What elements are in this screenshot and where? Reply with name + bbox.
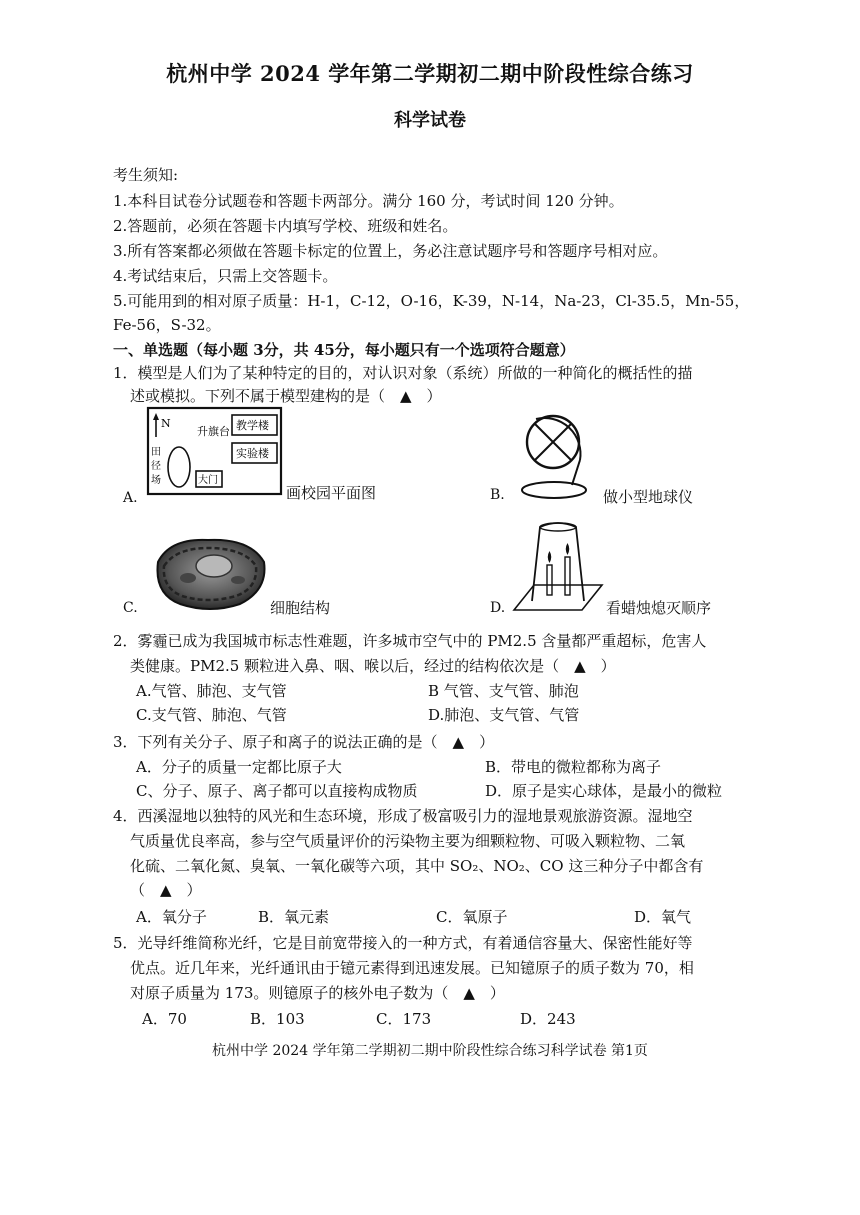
globe-figure xyxy=(510,405,600,505)
svg-text:田: 田 xyxy=(151,447,161,458)
question-3-text: 3．下列有关分子、原子和离子的说法正确的是（ ▲ ） xyxy=(113,733,495,751)
field-label xyxy=(151,446,161,486)
section-heading: 一、单选题（每小题 3分，共 45分，每小题只有一个选项符合题意） xyxy=(113,341,575,359)
stage-label: 升旗台 xyxy=(197,425,230,438)
question-5-option-c: C．173 xyxy=(376,1010,432,1028)
notice-item: 5.可能用到的相对原子质量：H-1，C-12，O-16，K-39，N-14，Na-23，Cl-35.5，Mn-55， xyxy=(113,292,750,310)
question-5-text: 5．光导纤维简称光纤，它是目前宽带接入的一种方式，有着通信容量大、保密性能好等 xyxy=(113,934,693,952)
question-5-option-d: D．243 xyxy=(520,1010,576,1028)
question-4-option-b: B．氧元素 xyxy=(258,908,330,926)
page-title: 杭州中学 2024 学年第二学期初二期中阶段性综合练习 xyxy=(166,61,694,86)
question-2-text: 2．雾霾已成为我国城市标志性难题，许多城市空气中的 PM2.5 含量都严重超标，危害人 xyxy=(113,632,707,650)
option-c-label: C. xyxy=(123,600,138,616)
gate-label: 大门 xyxy=(198,475,218,486)
question-4-option-c: C．氧原子 xyxy=(436,908,508,926)
question-3-option-c: C、分子、原子、离子都可以直接构成物质 xyxy=(136,782,418,800)
question-3-option-b: B．带电的微粒都称为离子 xyxy=(485,758,662,776)
svg-text:场: 场 xyxy=(151,475,161,486)
question-2-option-a: A.气管、肺泡、支气管 xyxy=(136,682,287,700)
campus-map-figure xyxy=(145,405,285,497)
question-4-text: 气质量优良率高，参与空气质量评价的污染物主要为细颗粒物、可吸入颗粒物、二氧 xyxy=(130,832,686,850)
option-b-label: B. xyxy=(490,487,505,503)
candle-experiment-figure xyxy=(510,515,605,615)
track-shape xyxy=(168,447,190,487)
question-3-option-d: D．原子是实心球体，是最小的微粒 xyxy=(485,782,723,800)
option-d-label: D. xyxy=(490,600,506,616)
page-subtitle: 科学试卷 xyxy=(394,110,466,131)
north-marker: N xyxy=(161,417,171,430)
svg-text:径: 径 xyxy=(151,461,161,472)
option-b-caption: 做小型地球仪 xyxy=(603,488,694,506)
notice-item: Fe-56，S-32。 xyxy=(113,316,221,334)
lab-building-label: 实验楼 xyxy=(236,447,269,460)
cell-model-figure xyxy=(150,532,270,614)
option-a-caption: 画校园平面图 xyxy=(286,484,377,502)
notice-item: 4.考试结束后，只需上交答题卡。 xyxy=(113,267,338,285)
question-4-text: 化硫、二氧化氮、臭氧、一氧化碳等六项，其中 SO₂、NO₂、CO 这三种分子中都含有 xyxy=(130,857,704,875)
question-4-option-a: A．氧分子 xyxy=(136,908,207,926)
question-2-text: 类健康。PM2.5 颗粒进入鼻、咽、喉以后，经过的结构依次是（ ▲ ） xyxy=(130,657,616,675)
question-4-text: （ ▲ ） xyxy=(130,881,202,899)
teaching-building-label: 教学楼 xyxy=(236,419,269,432)
question-2-option-d: D.肺泡、支气管、气管 xyxy=(428,706,580,724)
question-2-option-c: C.支气管、肺泡、气管 xyxy=(136,706,287,724)
question-5-option-b: B．103 xyxy=(250,1010,305,1028)
notice-item: 2.答题前，必须在答题卡内填写学校、班级和姓名。 xyxy=(113,217,458,235)
question-4-text: 4．西溪湿地以独特的风光和生态环境，形成了极富吸引力的湿地景观旅游资源。湿地空 xyxy=(113,807,693,825)
notice-item: 1.本科目试卷分试题卷和答题卡两部分。满分 160 分，考试时间 120 分钟。 xyxy=(113,192,624,210)
question-3-option-a: A．分子的质量一定都比原子大 xyxy=(136,758,342,776)
notice-item: 3.所有答案都必须做在答题卡标定的位置上，务必注意试题序号和答题序号相对应。 xyxy=(113,242,668,260)
option-c-caption: 细胞结构 xyxy=(270,599,331,617)
question-1-text: 述或模拟。下列不属于模型建构的是（ ▲ ） xyxy=(130,387,442,405)
question-5-text: 对原子质量为 173。则镱原子的核外电子数为（ ▲ ） xyxy=(130,984,505,1002)
question-1-text: 1．模型是人们为了某种特定的目的，对认识对象（系统）所做的一种简化的概括性的描 xyxy=(113,364,693,382)
question-5-option-a: A．70 xyxy=(142,1010,187,1028)
page-footer: 杭州中学 2024 学年第二学期初二期中阶段性综合练习科学试卷 第1页 xyxy=(212,1043,648,1059)
question-4-option-d: D．氧气 xyxy=(634,908,692,926)
option-a-label: A. xyxy=(123,490,138,506)
question-2-option-b: B 气管、支气管、肺泡 xyxy=(428,682,579,700)
question-5-text: 优点。近几年来，光纤通讯由于镱元素得到迅速发展。已知镱原子的质子数为 70，相 xyxy=(130,959,694,977)
notice-heading: 考生须知: xyxy=(113,166,179,184)
option-d-caption: 看蜡烛熄灭顺序 xyxy=(606,599,712,617)
